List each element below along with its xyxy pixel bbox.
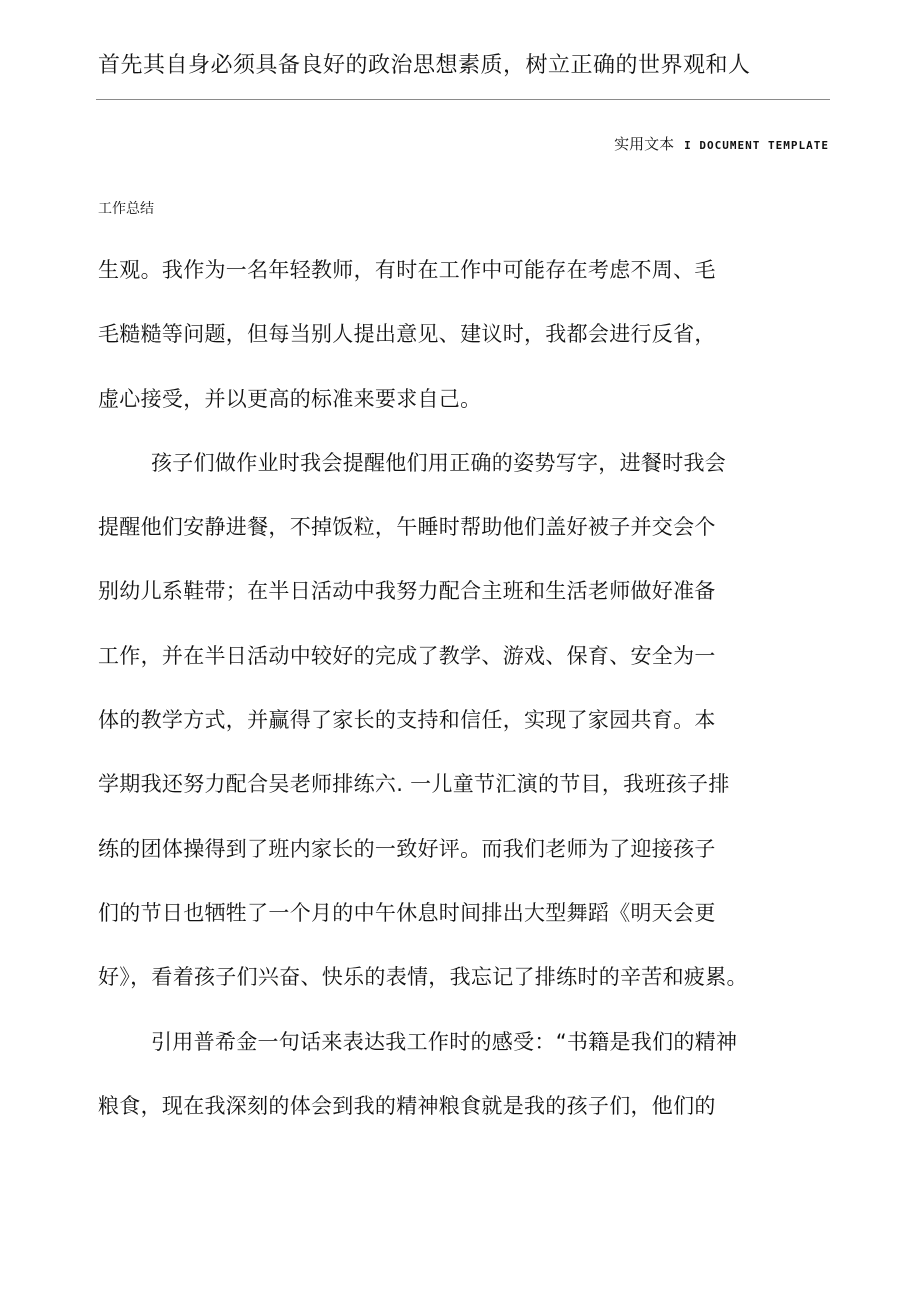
header-label-en: I DOCUMENT TEMPLATE: [684, 139, 829, 152]
document-header-label: [614, 134, 829, 156]
body-line: 们的节日也牺牲了一个月的中午休息时间排出大型舞蹈《明天会更: [98, 900, 716, 925]
body-line: 提醒他们安静进餐，不掉饭粒，午睡时帮助他们盖好被子并交会个: [98, 515, 716, 540]
body-line: 别幼儿系鞋带；在半日活动中我努力配合主班和生活老师做好准备: [98, 579, 716, 604]
body-line: 虚心接受，并以更高的标准来要求自己。: [98, 386, 482, 411]
body-line: 好》，看着孩子们兴奋、快乐的表情，我忘记了排练时的辛苦和疲累。: [98, 965, 748, 990]
document-category: 工作总结: [98, 201, 154, 217]
body-line: 粮食，现在我深刻的体会到我的精神粮食就是我的孩子们，他们的: [98, 1093, 716, 1118]
body-line: 毛糙糙等问题，但每当别人提出意见、建议时，我都会进行反省，: [98, 322, 716, 347]
paragraph-start-line: 引用普希金一句话来表达我工作时的感受：“书籍是我们的精神: [151, 1029, 738, 1054]
paragraph-start-line: 孩子们做作业时我会提醒他们用正确的姿势写字，进餐时我会: [151, 450, 727, 475]
document-body: [98, 246, 828, 1146]
body-line: 学期我还努力配合吴老师排练六. 一儿童节汇演的节目，我班孩子排: [98, 772, 730, 797]
body-line: 工作，并在半日活动中较好的完成了教学、游戏、保育、安全为一: [98, 643, 716, 668]
body-line: 练的团体操得到了班内家长的一致好评。而我们老师为了迎接孩子: [98, 836, 716, 861]
header-label-cn: 实用文本: [614, 135, 675, 153]
body-line: 生观。我作为一名年轻教师，有时在工作中可能存在考虑不周、毛: [98, 258, 716, 282]
body-line: 体的教学方式，并赢得了家长的支持和信任，实现了家园共育。本: [98, 708, 716, 733]
header-divider: [96, 99, 830, 100]
continued-text-line: 首先其自身必须具备良好的政治思想素质，树立正确的世界观和人: [98, 53, 751, 78]
